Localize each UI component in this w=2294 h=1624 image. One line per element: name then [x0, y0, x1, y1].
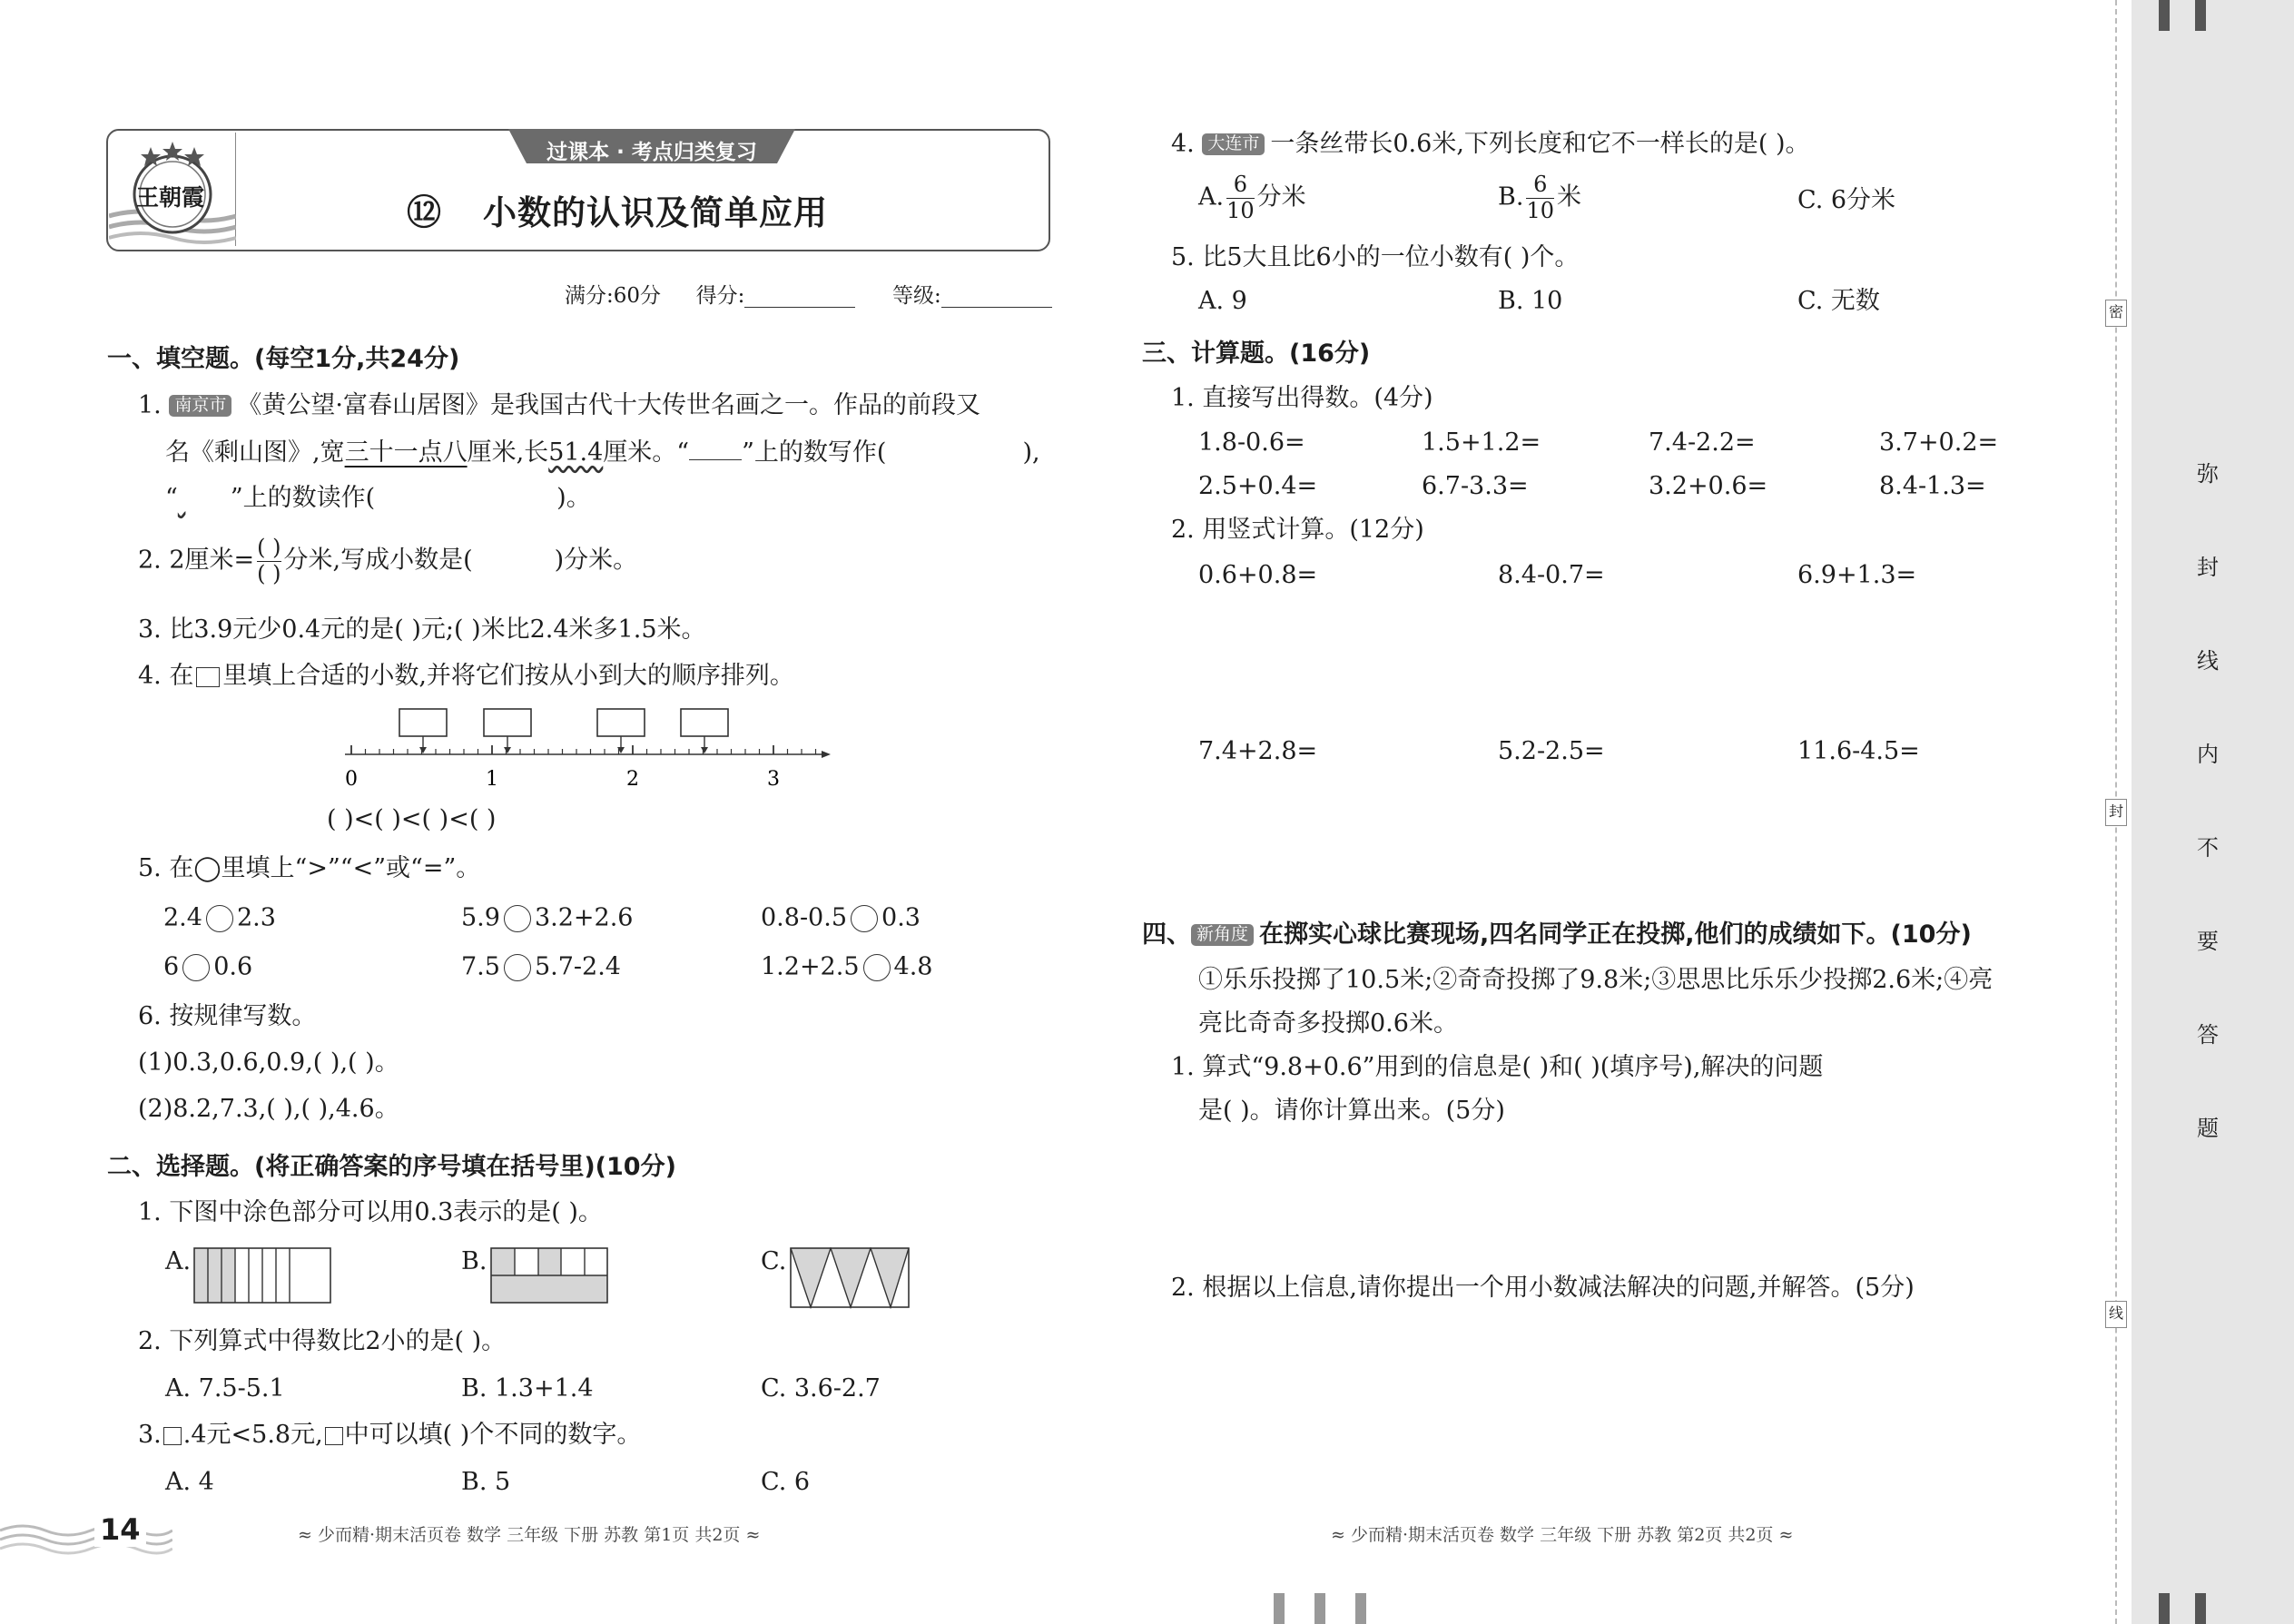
- new-angle-tag: 新角度: [1191, 924, 1254, 946]
- box-icon: [196, 667, 220, 687]
- direct-calc[interactable]: 3.7+0.2=: [1879, 428, 1999, 457]
- number-line-box[interactable]: [681, 709, 728, 736]
- header-badge: [508, 129, 795, 163]
- vertical-calc[interactable]: 6.9+1.3=: [1797, 561, 1917, 589]
- registration-mark: [1274, 1593, 1285, 1624]
- vertical-calc[interactable]: 5.2-2.5=: [1498, 737, 1605, 765]
- q1-underlined-number: 三十一点八: [344, 438, 468, 467]
- s4-info-line1: ①乐乐投掷了10.5米;②奇奇投掷了9.8米;③思思比乐乐少投掷2.6米;④亮: [1198, 966, 1994, 994]
- footer-right: ≈ 少而精·期末活页卷 数学 三年级 下册 苏教 第2页 共2页 ≈: [1331, 1525, 1794, 1545]
- q5-item: 1.2+2.5 4.8: [761, 952, 933, 981]
- s2-q5-option-a[interactable]: A. 9: [1198, 287, 1247, 315]
- seal-mark: 线: [2105, 1301, 2127, 1328]
- s2-q5-option-b[interactable]: B. 10: [1498, 287, 1563, 315]
- compare-circle[interactable]: [851, 905, 878, 932]
- vertical-calc[interactable]: 11.6-4.5=: [1797, 737, 1920, 765]
- figure-b: [490, 1247, 608, 1304]
- registration-mark: [2159, 0, 2170, 31]
- header-logo: [109, 133, 236, 246]
- region-tag: 南京市: [169, 395, 231, 417]
- q6-b[interactable]: (2)8.2,7.3,( ),( ),4.6。: [138, 1095, 399, 1123]
- s4-q1-line2[interactable]: 是( )。请你计算出来。(5分): [1198, 1097, 1505, 1125]
- s3-q1-title: 1. 直接写出得数。(4分): [1171, 384, 1433, 412]
- section2-title: 二、选择题。(将正确答案的序号填在括号里)(10分): [107, 1153, 676, 1181]
- s2-q2: 2. 下列算式中得数比2小的是( )。: [138, 1327, 507, 1355]
- registration-mark: [2195, 1593, 2206, 1624]
- s2-q2-option-b[interactable]: B. 1.3+1.4: [461, 1374, 594, 1403]
- header-badge-text: 过课本 · 考点归类复习: [546, 141, 757, 164]
- s3-q2-title: 2. 用竖式计算。(12分): [1171, 516, 1424, 544]
- q5-item: 6 0.6: [163, 952, 253, 981]
- s2-q3: 3. .4元<5.8元, 中可以填( )个不同的数字。: [138, 1421, 642, 1449]
- number-line-box[interactable]: [597, 709, 645, 736]
- q2-fraction[interactable]: $\frac{( )}{( )}$: [257, 535, 281, 586]
- seal-mark: 封: [2105, 799, 2127, 826]
- box-icon: [325, 1427, 343, 1445]
- compare-circle[interactable]: [863, 954, 891, 981]
- nl-label: 0: [345, 768, 358, 791]
- q5-item: 2.4 2.3: [163, 903, 276, 932]
- registration-mark: [1355, 1593, 1366, 1624]
- s2-q3-option-c[interactable]: C. 6: [761, 1468, 811, 1496]
- direct-calc[interactable]: 7.4-2.2=: [1649, 428, 1756, 457]
- direct-calc[interactable]: 1.8-0.6=: [1198, 428, 1305, 457]
- compare-circle[interactable]: [504, 954, 531, 981]
- registration-mark: [2159, 1593, 2170, 1624]
- q4-order[interactable]: ( )<( )<( )<( ): [327, 805, 497, 833]
- direct-calc[interactable]: 6.7-3.3=: [1422, 472, 1529, 500]
- section1-title: 一、填空题。(每空1分,共24分): [107, 345, 460, 373]
- number-line-boxes: [399, 709, 728, 753]
- compare-circle[interactable]: [504, 905, 531, 932]
- score-line: [565, 284, 1052, 308]
- page-title: 小数的认识及简单应用: [483, 193, 828, 232]
- q5-item: 5.9 3.2+2.6: [461, 903, 634, 932]
- direct-calc[interactable]: 2.5+0.4=: [1198, 472, 1318, 500]
- page-number: 14: [94, 1512, 146, 1547]
- registration-mark: [1314, 1593, 1325, 1624]
- q1-line3: “ ”上的数读作( )。: [165, 484, 591, 512]
- section3-title: 三、计算题。(16分): [1142, 340, 1371, 368]
- footer-left: ≈ 少而精·期末活页卷 数学 三年级 下册 苏教 第1页 共2页 ≈: [298, 1525, 761, 1545]
- s4-q2: 2. 根据以上信息,请你提出一个用小数减法解决的问题,并解答。(5分): [1171, 1274, 1915, 1302]
- full-score-label: 满分:60分: [565, 284, 662, 308]
- s2-q4-option-a[interactable]: A. $\frac{6}{10}$ 分米: [1198, 172, 1306, 223]
- q5-item: 7.5 5.7-2.4: [461, 952, 621, 981]
- region-tag: 大连市: [1202, 133, 1265, 155]
- vertical-calc[interactable]: 8.4-0.7=: [1498, 561, 1605, 589]
- direct-calc[interactable]: 1.5+1.2=: [1422, 428, 1541, 457]
- s2-q5-option-c[interactable]: C. 无数: [1797, 287, 1880, 315]
- s4-q1-line1[interactable]: 1. 算式“9.8+0.6”用到的信息是( )和( )(填序号),解决的问题: [1171, 1053, 1824, 1081]
- direct-calc[interactable]: 3.2+0.6=: [1649, 472, 1768, 500]
- s2-q2-option-c[interactable]: C. 3.6-2.7: [761, 1374, 881, 1403]
- q5-title: 5. 在◯里填上“>”“<”或“=”。: [138, 854, 481, 882]
- s2-q1-option-a[interactable]: A.: [165, 1247, 192, 1275]
- page-wave-decoration: [0, 1518, 172, 1558]
- q6-title: 6. 按规律写数。: [138, 1002, 317, 1030]
- seal-mark: 密: [2105, 300, 2127, 327]
- direct-calc[interactable]: 8.4-1.3=: [1879, 472, 1986, 500]
- number-line-box[interactable]: [484, 709, 531, 736]
- vertical-calc[interactable]: 7.4+2.8=: [1198, 737, 1318, 765]
- figure-a: [193, 1247, 331, 1304]
- vertical-calc[interactable]: 0.6+0.8=: [1198, 561, 1318, 589]
- q1-wavy-number: 51.4: [548, 438, 604, 467]
- q6-a[interactable]: (1)0.3,0.6,0.9,( ),( )。: [138, 1048, 399, 1077]
- registration-mark: [2195, 0, 2206, 31]
- section4-title: 四、 新角度 在掷实心球比赛现场,四名同学正在投掷,他们的成绩如下。(10分): [1142, 920, 1972, 949]
- nl-label: 1: [486, 768, 498, 791]
- q4-title: 4. 在 里填上合适的小数,并将它们按从小到大的顺序排列。: [138, 662, 794, 690]
- s2-q4-option-c[interactable]: C. 6分米: [1797, 186, 1896, 214]
- q1-line1: 1. 南京市 《黄公望·富春山居图》是我国古代十大传世名画之一。作品的前段又: [138, 391, 980, 419]
- logo-text: 王朝霞: [136, 184, 205, 211]
- lesson-number: ⑫: [407, 192, 442, 232]
- q2: 2. 2厘米= $\frac{( )}{( )}$ 分米,写成小数是( )分米。: [138, 535, 638, 586]
- compare-circle[interactable]: [206, 905, 233, 932]
- nl-label: 2: [626, 768, 639, 791]
- s2-q2-option-a[interactable]: A. 7.5-5.1: [165, 1374, 285, 1403]
- seal-text: 弥 封 线 内 不 要 答 题: [2197, 461, 2219, 1141]
- score-label: 得分:: [695, 284, 745, 308]
- s2-q1: 1. 下图中涂色部分可以用0.3表示的是( )。: [138, 1198, 603, 1226]
- s2-q5: 5. 比5大且比6小的一位小数有( )个。: [1171, 243, 1580, 271]
- number-line-box[interactable]: [399, 709, 447, 736]
- q3: 3. 比3.9元少0.4元的是( )元;( )米比2.4米多1.5米。: [138, 615, 706, 644]
- score-field[interactable]: [744, 284, 855, 308]
- grade-label: 等级:: [892, 284, 941, 308]
- s2-q1-option-b[interactable]: B.: [461, 1247, 487, 1275]
- s2-q4: 4. 大连市 一条丝带长0.6米,下列长度和它不一样长的是( )。: [1171, 130, 1810, 158]
- figure-c: [790, 1247, 910, 1309]
- nl-label: 3: [767, 768, 780, 791]
- grade-field[interactable]: [941, 284, 1052, 308]
- q5-item: 0.8-0.5 0.3: [761, 903, 921, 932]
- s2-q4-option-b[interactable]: B. $\frac{6}{10}$ 米: [1498, 172, 1581, 223]
- s2-q3-option-a[interactable]: A. 4: [165, 1468, 214, 1496]
- number-line: [327, 704, 835, 794]
- s2-q1-option-c[interactable]: C.: [761, 1247, 787, 1275]
- s4-info-line2: 亮比奇奇多投掷0.6米。: [1198, 1009, 1458, 1038]
- q1-line2: 名《剩山图》,宽三十一点八厘米,长51.4厘米。“ ”上的数写作( ),: [165, 438, 1040, 467]
- compare-circle[interactable]: [182, 954, 210, 981]
- box-icon: [163, 1427, 182, 1445]
- s2-q3-option-b[interactable]: B. 5: [461, 1468, 511, 1496]
